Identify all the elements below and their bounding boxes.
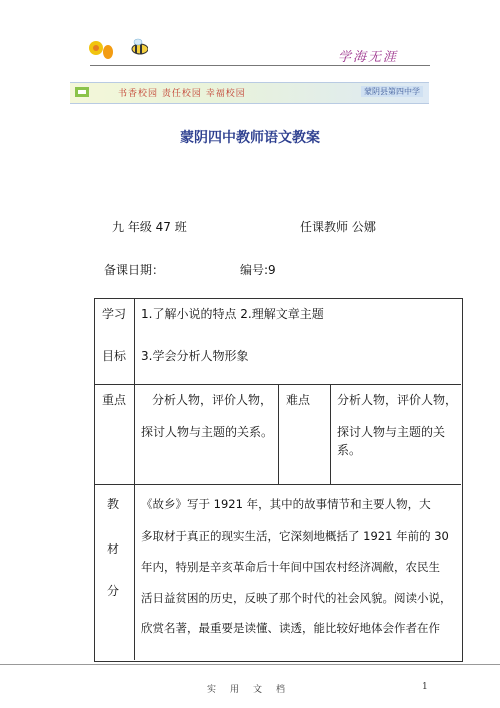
page-title: 蒙阴四中教师语文教案 <box>180 130 320 146</box>
table-divider <box>95 484 461 485</box>
analysis-line: 多取材于真正的现实生活，它深刻地概括了 1921 年前的 30 <box>141 529 449 543</box>
goals-label-2: 目标 <box>102 349 127 363</box>
footer-label: 实用文档 <box>207 685 300 695</box>
analysis-label-3: 分 <box>107 584 120 598</box>
analysis-line: 《故乡》写于 1921 年，其中的故事情节和主要人物，大 <box>141 497 431 511</box>
table-divider <box>278 384 279 484</box>
lesson-number: 编号:9 <box>240 263 276 277</box>
difficult-line-1: 分析人物，评价人物， <box>337 393 458 407</box>
analysis-line: 欣赏名著，最重要是读懂、读透，能比较好地体会作者在作 <box>141 621 440 635</box>
footer-divider <box>0 664 500 665</box>
key-label: 重点 <box>102 393 127 407</box>
lesson-plan-table <box>94 298 463 662</box>
school-logo-icon <box>74 85 90 99</box>
grade-class: 九 年级 47 班 <box>112 220 187 234</box>
goals-label-1: 学习 <box>102 307 127 321</box>
difficult-label: 难点 <box>286 393 311 407</box>
table-divider <box>134 299 135 660</box>
difficult-line-2: 探讨人物与主题的关系。 <box>337 425 446 457</box>
banner-slogan: 书香校园 责任校园 幸福校园 <box>118 89 246 99</box>
prep-date: 备课日期： <box>104 263 165 277</box>
analysis-line: 活日益贫困的历史，反映了那个时代的社会风貌。阅读小说， <box>141 591 452 605</box>
teacher: 任课教师 公娜 <box>300 220 376 234</box>
bee-clipart-icon <box>88 36 148 62</box>
school-banner <box>70 82 429 104</box>
goals-line-1: 1.了解小说的特点 2.理解文章主题 <box>141 307 324 321</box>
header-divider <box>90 65 430 66</box>
table-divider <box>330 384 331 484</box>
analysis-label-2: 材 <box>107 542 120 556</box>
analysis-line: 年内，特别是辛亥革命后十年间中国农村经济凋敝，农民生 <box>141 560 440 574</box>
goals-line-2: 3.学会分析人物形象 <box>141 349 249 363</box>
key-line-1: 分析人物，评价人物， <box>152 393 273 407</box>
analysis-label-1: 教 <box>107 497 120 511</box>
key-line-2: 探讨人物与主题的关系。 <box>141 425 274 439</box>
banner-school-name: 蒙阴县第四中学 <box>361 86 423 97</box>
page-number: 1 <box>422 682 428 692</box>
header-motto: 学海无涯 <box>338 50 399 65</box>
